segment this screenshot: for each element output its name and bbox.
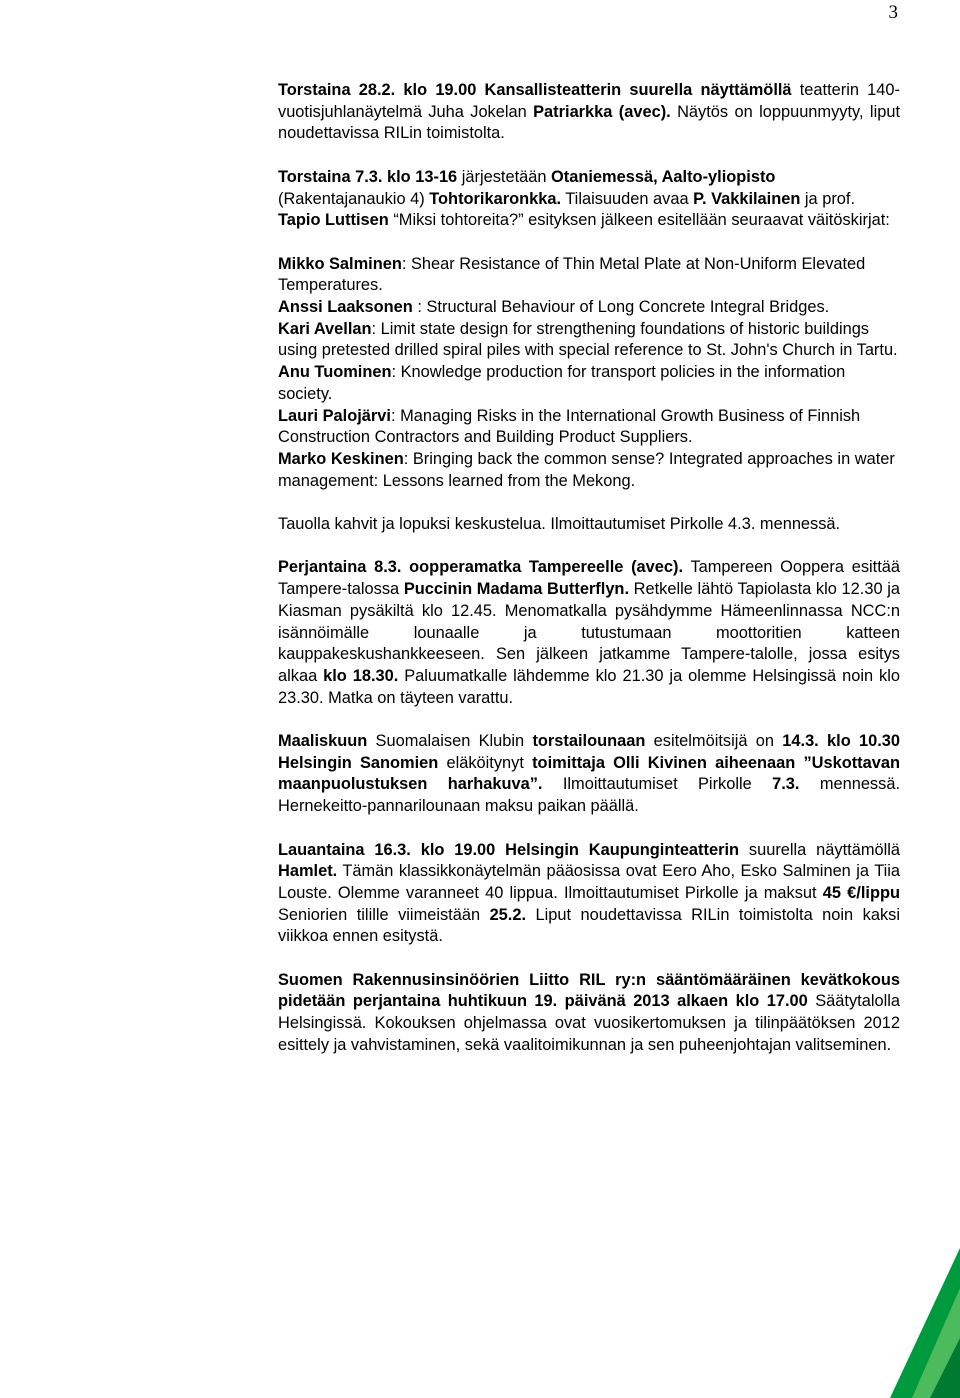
event-time: klo 18.30. [323,666,399,685]
event-time: klo 13-16 [387,167,458,186]
thesis-author: Marko Keskinen [278,449,404,468]
event-kansallisteatteri [278,80,900,145]
thesis-list [278,254,900,493]
thesis-title: Structural Behaviour of Long Concrete Integral Bridges. [426,298,830,316]
thesis-title: Knowledge production for transport policies in the information society. [278,363,846,403]
thesis-author: Anssi Laaksonen [278,298,413,316]
event-title: Tohtorikaronkka. [429,189,562,208]
thesis-title: Managing Risks in the International Growth Business of Finnish Construction Contractors and Building Product Suppliers. [278,406,861,447]
thesis-item: Lauri Palojärvi: Managing Risks in the International Growth Business of Finnish Construction Contractors and Building Product Suppliers. [278,406,861,447]
thesis-title: Shear Resistance of Thin Metal Plate at Non-Uniform Elevated Temperatures. [278,254,866,295]
document-body [278,80,900,1057]
event-host: P. Vakkilainen [693,189,801,208]
event-torstailounas: Maaliskuun Suomalaisen Klubin torstailounaan esitelmöitsijä on 14.3. klo 10.30 Helsingin Sanomien eläköitynyt toimittaja Olli Kivinen aiheenaan ”Uskottavan maanpuolustuksen harhakuva”. Ilmoittautumiset Pirkolle 7.3. mennessä. Hernekeitto-pannarilounaan maksu paikan päällä. [278,732,900,816]
event-date: Perjantaina 8.3. oopperamatka Tampereelle (avec). [278,558,684,577]
event-play: Hamlet. [278,862,338,881]
coffee-note: Tauolla kahvit ja lopuksi keskustelua. Ilmoittautumiset Pirkolle 4.3. mennessä. [278,515,841,534]
event-opera-trip: Perjantaina 8.3. oopperamatka Tampereelle (avec). Tampereen Ooppera esittää Tampere-talossa Puccinin Madama Butterflyn. Retkelle lähtö Tapiolasta klo 12.30 ja Kiasman pysäkiltä klo 12.45. Menomatkalla pysähdymme Hämeenlinnassa NCC:n isännöimälle lounaalle ja tutustumaan moottoritien katteen kauppakeskushankkeeseen. Sen jälkeen jatkamme Tampere-talolle, jossa esitys alkaa klo 18.30. Paluumatkalle lähdemme klo 21.30 ja olemme Helsingissä noin klo 23.30. Matka on täyteen varattu. [278,558,900,707]
event-speaker: toimittaja Olli Kivinen aiheenaan ”Uskottavan maanpuolustuksen harhakuva”. [278,753,900,794]
thesis-author: Lauri Palojärvi [278,406,391,425]
thesis-item: Mikko Salminen: Shear Resistance of Thin Metal Plate at Non-Uniform Elevated Temperatures. [278,254,866,295]
thesis-author: Mikko Salminen [278,254,402,273]
green-triangle-logo-icon [890,1248,960,1398]
page-number: 3 [888,2,898,23]
thesis-item: Anu Tuominen: Knowledge production for transport policies in the information society. [278,363,846,403]
event-date: Torstaina 28.2. klo 19.00 Kansallisteatterin suurella näyttämöllä [278,81,792,99]
event-place: Otaniemessä, Aalto-yliopisto [551,167,776,186]
event-date: Torstaina 7.3. [278,167,383,186]
event-text: Näytös on loppuunmyyty, liput noudettavissa RILin toimistolta. [278,102,900,143]
event-price: 45 €/lippu [822,883,900,902]
event-tohtorikaronkka: Torstaina 7.3. klo 13-16 järjestetään Otaniemessä, Aalto-yliopisto (Rakentajanaukio 4) Tohtorikaronkka. Tilaisuuden avaa P. Vakkilainen ja prof. Tapio Luttisen “Miksi tohtoreita?” esityksen jälkeen esitellään seuraavat väitöskirjat: [278,167,890,230]
thesis-author: Kari Avellan [278,319,372,338]
event-kevatkokous: Suomen Rakennusinsinöörien Liitto RIL ry:n sääntömääräinen kevätkokous pidetään perjantaina huhtikuun 19. päivänä 2013 alkaen klo 17.00 Säätytalolla Helsingissä. Kokouksen ohjelmassa ovat vuosikertomuksen ja tilinpäätöksen 2012 esittely ja vahvistaminen, sekä vaalitoimikunnan ja sen puheenjohtajan valitseminen. [278,970,900,1054]
event-month: Maaliskuun [278,732,368,751]
thesis-item: Anssi Laaksonen : Structural Behaviour of Long Concrete Integral Bridges. [278,298,830,316]
event-play: Patriarkka (avec). [533,102,671,121]
event-speaker: Tapio Luttisen [278,211,389,230]
thesis-item: Marko Keskinen: Bringing back the common sense? Integrated approaches in water management: Lessons learned from the Mekong. [278,449,895,490]
event-text: teatterin 140-vuotisjuhlanäytelmä Juha Jokelan [278,81,900,121]
event-date: 14.3. klo 10.30 Helsingin Sanomien [278,732,900,772]
event-title: torstailounaan [532,732,646,751]
thesis-title: Bringing back the common sense? Integrated approaches in water management: Lessons learned from the Mekong. [278,449,895,490]
event-deadline: 7.3. [772,775,800,794]
thesis-item: Kari Avellan: Limit state design for strengthening foundations of historic buildings using pretested drilled spiral piles with special reference to St. John's Church in Tartu. [278,319,898,360]
event-title: Suomen Rakennusinsinöörien Liitto RIL ry:n sääntömääräinen kevätkokous pidetään perjantaina huhtikuun 19. päivänä 2013 alkaen klo 17.00 [278,970,900,1011]
thesis-title: Limit state design for strengthening foundations of historic buildings using pretested drilled spiral piles with special reference to St. John's Church in Tartu. [278,319,898,360]
event-hamlet: Lauantaina 16.3. klo 19.00 Helsingin Kaupunginteatterin suurella näyttämöllä Hamlet. Tämän klassikkonäytelmän pääosissa ovat Eero Aho, Esko Salminen ja Tiia Louste. Olemme varanneet 40 lippua. Ilmoittautumiset Pirkolle ja maksut 45 €/lippu Seniorien tilille viimeistään 25.2. Liput noudettavissa RILin toimistolta noin kaksi viikkoa ennen esitystä. [278,840,900,946]
event-deadline: 25.2. [489,905,527,924]
event-play: Puccinin Madama Butterflyn. [403,580,630,599]
thesis-author: Anu Tuominen [278,363,392,382]
event-date: Lauantaina 16.3. klo 19.00 Helsingin Kaupunginteatterin [278,840,740,859]
